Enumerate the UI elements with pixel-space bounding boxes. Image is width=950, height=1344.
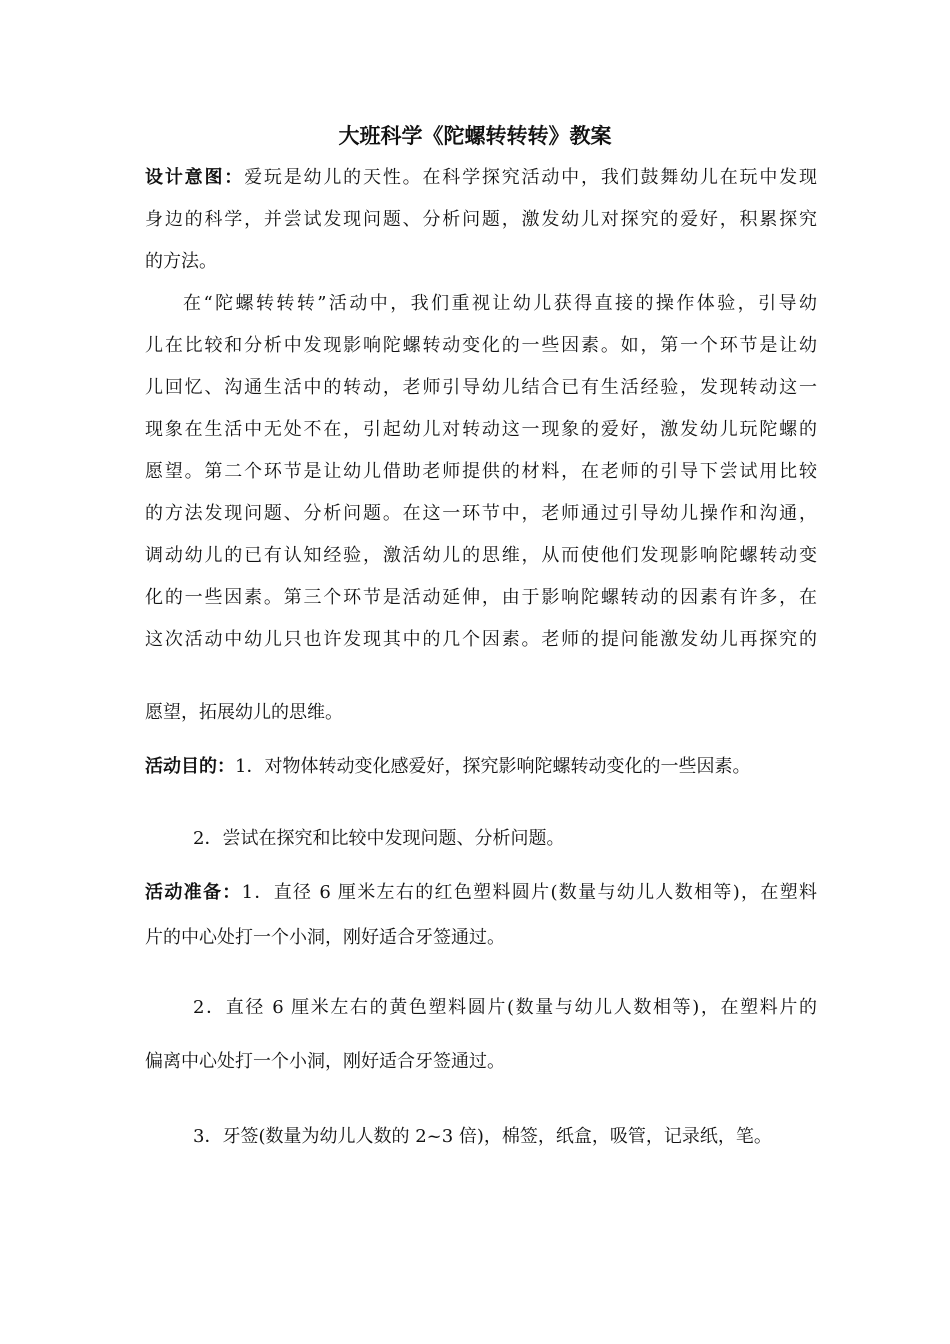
prep-item-2b: 偏离中心处打一个小洞，刚好适合牙签通过。 xyxy=(145,1051,505,1072)
body-line-8: 化的一些因素。第三个环节是活动延伸，由于影响陀螺转动的因素有许多，在 xyxy=(145,587,817,608)
design-text-1: 爱玩是幼儿的天性。在科学探究活动中，我们鼓舞幼儿在玩中发现 xyxy=(244,167,817,188)
prep-item-2a: 2．直径 6 厘米左右的黄色塑料圆片(数量与幼儿人数相等)，在塑料片的 xyxy=(193,997,817,1018)
goals-item-2: 2．尝试在探究和比较中发现问题、分析问题。 xyxy=(193,828,565,849)
body-line-9: 这次活动中幼儿只也许发现其中的几个因素。老师的提问能激发幼儿再探究的 xyxy=(145,629,817,650)
prep-item-3: 3．牙签(数量为幼儿人数的 2~3 倍)，棉签，纸盒，吸管，记录纸，笔。 xyxy=(193,1126,772,1147)
prep-item-1b: 片的中心处打一个小洞，刚好适合牙签通过。 xyxy=(145,927,505,948)
body-line-2: 儿在比较和分析中发现影响陀螺转动变化的一些因素。如，第一个环节是让幼 xyxy=(145,335,817,356)
design-line-2: 身边的科学，并尝试发现问题、分析问题，激发幼儿对探究的爱好，积累探究 xyxy=(145,209,817,230)
design-label: 设计意图： xyxy=(145,167,245,188)
document-title: 大班科学《陀螺转转转》教案 xyxy=(338,124,612,148)
body-line-6: 的方法发现问题、分析问题。在这一环节中，老师通过引导幼儿操作和沟通， xyxy=(145,503,817,524)
body-line-5: 愿望。第二个环节是让幼儿借助老师提供的材料，在老师的引导下尝试用比较 xyxy=(145,461,817,482)
body-line-7: 调动幼儿的已有认知经验，激活幼儿的思维，从而使他们发现影响陀螺转动变 xyxy=(145,545,817,566)
body-line-3: 儿回忆、沟通生活中的转动，老师引导幼儿结合已有生活经验，发现转动这一 xyxy=(145,377,817,398)
body-line-1: 在“陀螺转转转”活动中，我们重视让幼儿获得直接的操作体验，引导幼 xyxy=(183,293,817,314)
prep-line-1 xyxy=(145,880,817,906)
goals-label: 活动目的： xyxy=(145,756,235,777)
goals-line-1 xyxy=(145,754,817,780)
design-line-1 xyxy=(145,165,817,191)
design-line-3: 的方法。 xyxy=(145,251,217,272)
goals-item-1: 1．对物体转动变化感爱好，探究影响陀螺转动变化的一些因素。 xyxy=(235,756,751,777)
body-line-4: 现象在生活中无处不在，引起幼儿对转动这一现象的爱好，激发幼儿玩陀螺的 xyxy=(145,419,817,440)
prep-item-1a: 1．直径 6 厘米左右的红色塑料圆片(数量与幼儿人数相等)，在塑料 xyxy=(241,882,818,903)
body-line-10: 愿望，拓展幼儿的思维。 xyxy=(145,702,343,723)
prep-label: 活动准备： xyxy=(145,882,242,903)
